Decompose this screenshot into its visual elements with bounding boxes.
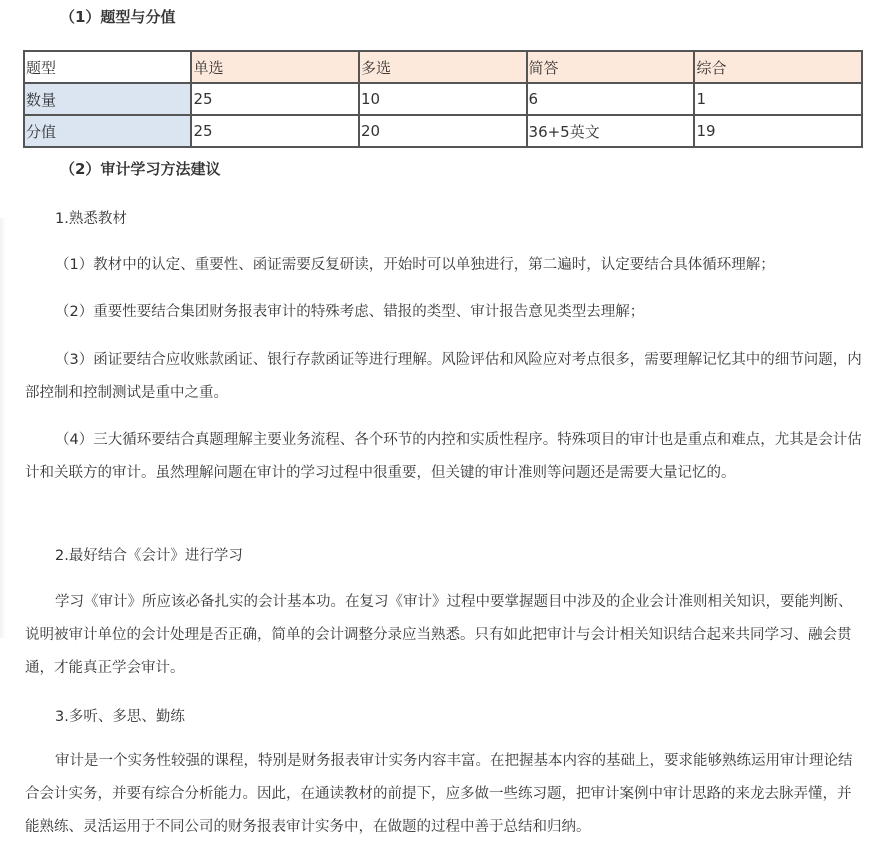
paragraph-combine-accounting: 学习《审计》所应该必备扎实的会计基本功。在复习《审计》过程中要掌握题目中涉及的企业会计准则相关知识，要能判断、说明被审计单位的会计处理是否正确，简单的会计调整分录应当熟悉。只有如此把审计与会计相关知识结合起来共同学习、融会贯通，才能真正学会审计。 xyxy=(25,594,853,676)
section-title-study-advice: （2）审计学习方法建议 xyxy=(60,160,221,178)
table-row-header: 分值 xyxy=(24,115,191,147)
subheading-familiar-textbook: 1.熟悉教材 xyxy=(55,211,127,227)
paragraph-item-4: （4）三大循环要结合真题理解主要业务流程、各个环节的内控和实质性程序。特殊项目的审计也是重点和难点，尤其是会计估计和关联方的审计。虽然理解问题在审计的学习过程中很重要，但关键的审计准则等问题还是需要大量记忆的。 xyxy=(25,432,862,481)
table-cell: 19 xyxy=(694,115,862,147)
table-header-row xyxy=(24,51,862,83)
table-header-cell: 简答 xyxy=(527,51,695,83)
table-header-cell: 综合 xyxy=(694,51,862,83)
table-cell: 36+5英文 xyxy=(527,115,695,147)
paragraph-item-1: （1）教材中的认定、重要性、函证需要反复研读，开始时可以单独进行，第二遍时，认定要结合具体循环理解； xyxy=(55,257,775,273)
subheading-listen-think-practice: 3.多听、多思、勤练 xyxy=(55,709,185,725)
table-cell: 10 xyxy=(359,83,527,115)
table-header-cell: 题型 xyxy=(24,51,191,83)
score-table xyxy=(23,50,863,148)
table-cell: 1 xyxy=(694,83,862,115)
table-cell: 20 xyxy=(359,115,527,147)
section-title-question-types: （1）题型与分值 xyxy=(60,8,176,26)
paragraph-item-2: （2）重要性要结合集团财务报表审计的特殊考虑、错报的类型、审计报告意见类型去理解； xyxy=(55,304,645,320)
subheading-combine-accounting: 2.最好结合《会计》进行学习 xyxy=(55,548,243,564)
table-row xyxy=(24,83,862,115)
table-cell: 6 xyxy=(527,83,695,115)
table-header-cell: 多选 xyxy=(359,51,527,83)
paragraph-listen-think-practice: 审计是一个实务性较强的课程，特别是财务报表审计实务内容丰富。在把握基本内容的基础上，要求能够熟练运用审计理论结合会计实务，并要有综合分析能力。因此，在通读教材的前提下，应多做一些练习题，把审计案例中审计思路的来龙去脉弄懂，并能熟练、灵活运用于不同公司的财务报表审计实务中，在做题的过程中善于总结和归纳。 xyxy=(25,753,853,835)
left-edge-shadow xyxy=(0,218,6,638)
table-row-header: 数量 xyxy=(24,83,191,115)
table-row xyxy=(24,115,862,147)
table-header-cell: 单选 xyxy=(191,51,359,83)
table-cell: 25 xyxy=(191,115,359,147)
paragraph-item-3: （3）函证要结合应收账款函证、银行存款函证等进行理解。风险评估和风险应对考点很多，需要理解记忆其中的细节问题，内部控制和控制测试是重中之重。 xyxy=(25,352,862,401)
table-cell: 25 xyxy=(191,83,359,115)
